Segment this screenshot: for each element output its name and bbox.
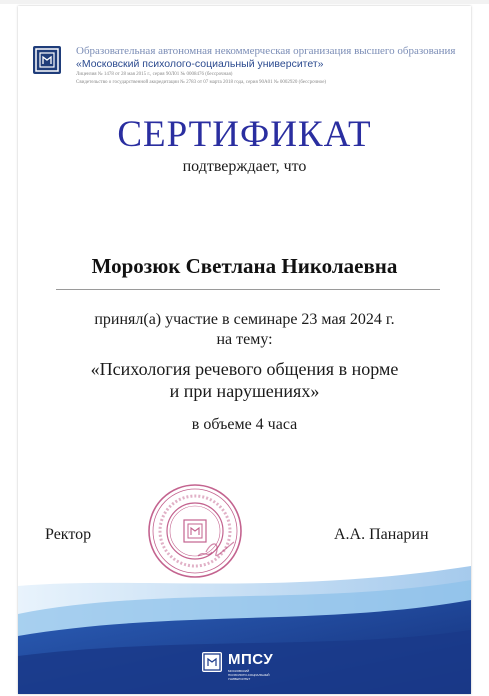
recipient-name: Морозюк Светлана Николаевна xyxy=(91,254,398,278)
volume-text: в объеме 4 часа xyxy=(191,416,298,433)
org-type-line: Образовательная автономная некоммерческая организация высшего образования xyxy=(76,45,456,57)
certificate-page xyxy=(18,6,471,694)
topic-line-2: и при нарушениях» xyxy=(169,381,320,401)
university-logo-icon xyxy=(33,46,61,74)
license-line: Лицензия № 1478 от 28 мая 2015 г., серия 90Л01 № 0008476 (бессрочная) xyxy=(76,72,233,77)
certificate-subtitle: подтверждает, что xyxy=(182,158,307,175)
university-name: «Московский психолого-социальный университет» xyxy=(76,58,324,70)
recipient-underline xyxy=(56,289,440,290)
footer-small-1: МОСКОВСКИЙ xyxy=(228,669,250,673)
on-topic-text: на тему: xyxy=(216,331,273,348)
viewer-top-strip xyxy=(0,0,489,4)
certificate-title: СЕРТИФИКАТ xyxy=(117,114,372,155)
accreditation-line: Свидетельство о государственной аккредитации № 2783 от 07 марта 2018 года, серия 90А01 № 0002920 (бессрочное) xyxy=(76,80,327,85)
participation-text: принял(а) участие в семинаре 23 мая 2024 г. xyxy=(94,311,395,328)
rector-label: Ректор xyxy=(45,526,92,543)
topic-line-1: «Психология речевого общения в норме xyxy=(90,359,399,379)
footer-logo-icon xyxy=(202,652,222,672)
footer-small-3: УНИВЕРСИТЕТ xyxy=(228,677,251,681)
footer-abbreviation: МПСУ xyxy=(228,651,274,668)
footer-small-2: ПСИХОЛОГО-СОЦИАЛЬНЫЙ xyxy=(228,673,270,677)
rector-name: А.А. Панарин xyxy=(334,526,429,543)
